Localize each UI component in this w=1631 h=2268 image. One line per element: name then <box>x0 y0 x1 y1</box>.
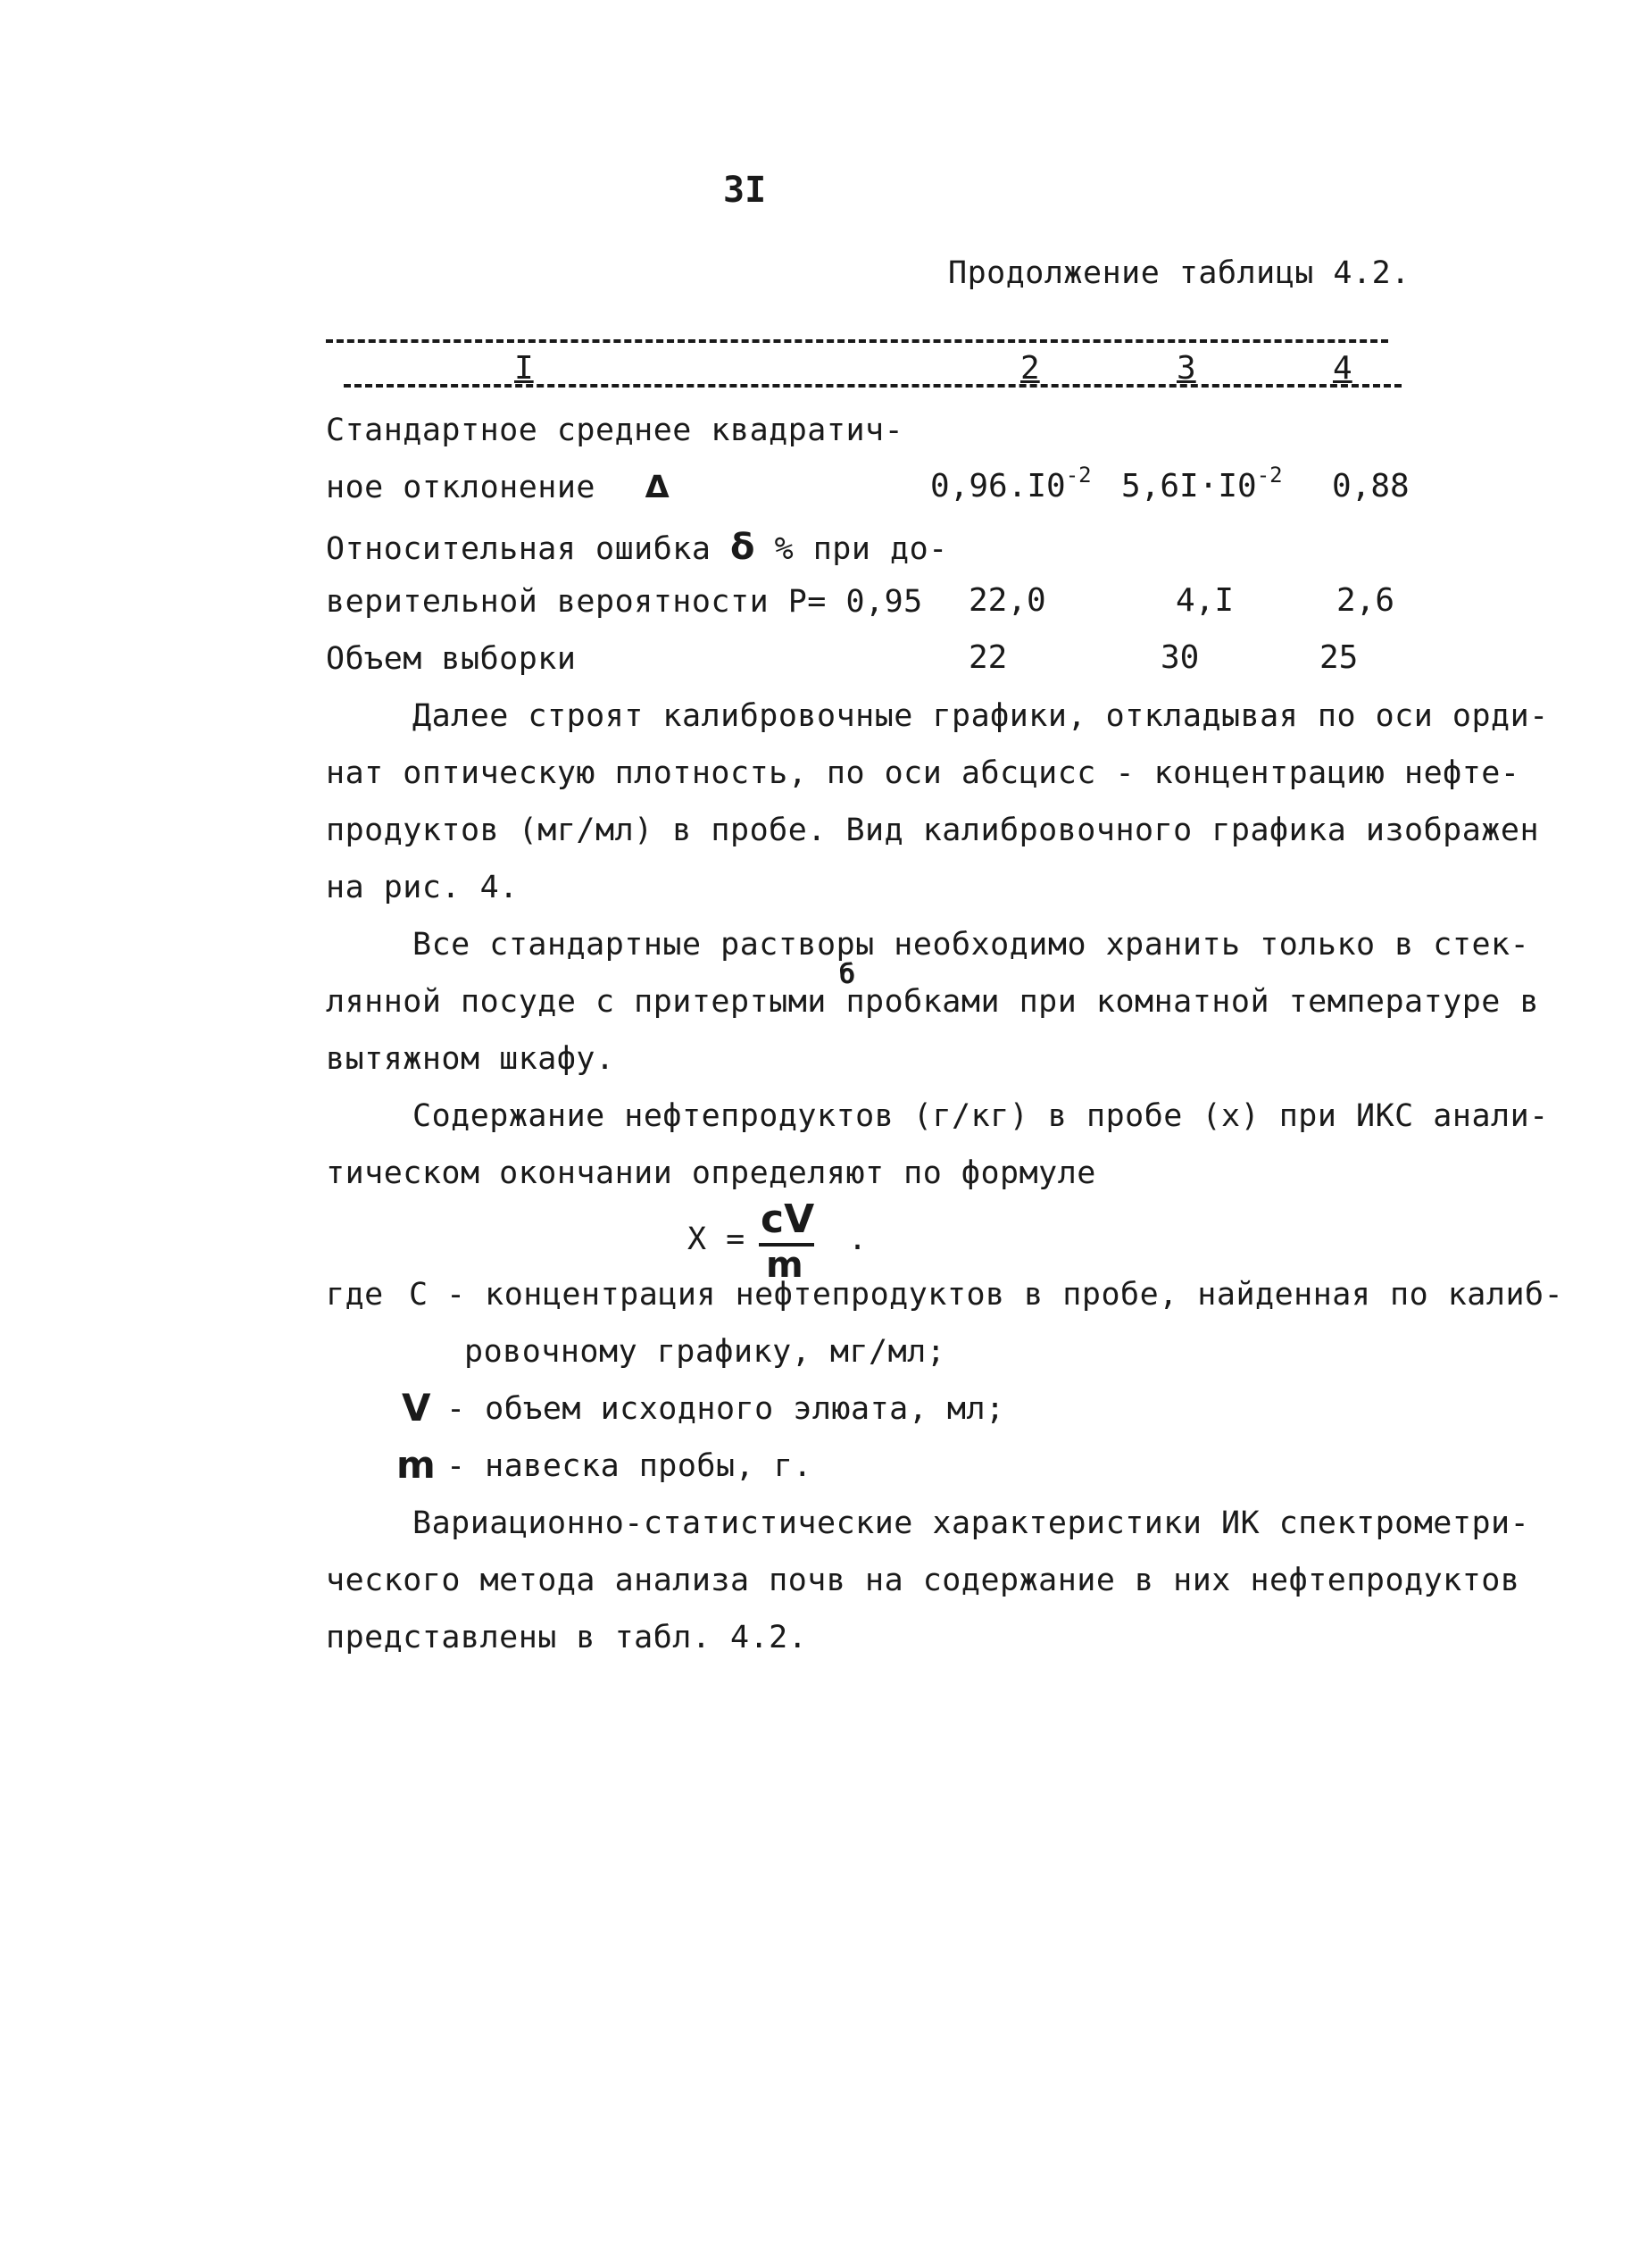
text-line: вытяжном шкафу. <box>326 1041 615 1077</box>
cell-exponent: -2 <box>1256 463 1283 488</box>
text-line: Вариационно-статистические характеристики ИК спектрометри- <box>412 1505 1530 1541</box>
column-header-4: 4 <box>1333 350 1352 387</box>
text-line: Все стандартные растворы необходимо хранить только в стек- <box>412 927 1530 963</box>
text-line: нат оптическую плотность, по оси абсцисс - концентрацию нефте- <box>326 755 1520 791</box>
text-line: на рис. 4. <box>326 870 519 905</box>
handwritten-correction: б <box>839 959 856 990</box>
cell-base: 0,96.I0 <box>930 468 1066 504</box>
table-cell: 30 <box>1161 639 1200 676</box>
column-header-3: 3 <box>1177 350 1196 387</box>
legend-text: - объем исходного элюата, мл; <box>446 1391 1005 1427</box>
row-label-text: ное отклонение <box>326 470 596 505</box>
text-line: ческого метода анализа почв на содержание в них нефтепродуктов <box>326 1563 1520 1598</box>
text-line: тическом окончании определяют по формуле <box>326 1155 1096 1191</box>
row-label-line <box>326 470 670 505</box>
column-header-1: I <box>514 350 534 387</box>
delta-symbol: Δ <box>645 470 670 505</box>
legend-where: где <box>326 1277 384 1313</box>
table-cell: 0,88 <box>1332 468 1410 504</box>
table-cell: 4,I <box>1176 582 1235 619</box>
delta-symbol: δ <box>730 527 755 568</box>
table-cell: 22,0 <box>969 582 1046 619</box>
row-label-text: Относительная ошибка <box>326 531 711 567</box>
text-line: Содержание нефтепродуктов (г/кг) в пробе (х) при ИКС анали- <box>412 1098 1549 1134</box>
row-label-line: Стандартное среднее квадратич- <box>326 413 904 448</box>
table-cell: 2,6 <box>1336 582 1395 619</box>
text-line: лянной посуде с притертыми пробками при комнатной температуре в <box>326 984 1540 1020</box>
page-number: 3I <box>723 170 767 211</box>
table-caption: Продолжение таблицы 4.2. <box>948 255 1410 291</box>
text-line: продуктов (мг/мл) в пробе. Вид калибровочного графика изображен <box>326 813 1540 848</box>
row-label-line: Объем выборки <box>326 641 577 677</box>
table-cell: 22 <box>969 639 1008 676</box>
row-label-line: верительной вероятности Р= 0,95 <box>326 584 923 620</box>
text-line: представлены в табл. 4.2. <box>326 1620 808 1655</box>
table-cell: 25 <box>1319 639 1359 676</box>
formula-denominator: m <box>766 1245 803 1286</box>
legend-symbol: m <box>396 1443 436 1487</box>
cell-base: 5,6I·I0 <box>1121 468 1257 504</box>
legend-text: ровочному графику, мг/мл; <box>464 1334 946 1370</box>
column-header-2: 2 <box>1020 350 1040 387</box>
row-label-line <box>326 527 948 568</box>
table-cell <box>930 463 1092 504</box>
formula-trail: . <box>848 1222 868 1257</box>
table-top-rule <box>326 339 1388 343</box>
table-cell <box>1121 463 1283 504</box>
row-label-text: % при до- <box>774 531 948 567</box>
legend-text: - концентрация нефтепродуктов в пробе, найденная по калиб- <box>446 1277 1564 1313</box>
formula-lhs: Х = <box>687 1222 745 1257</box>
legend-symbol: V <box>402 1386 431 1430</box>
legend-symbol: С <box>409 1277 429 1313</box>
text-line: Далее строят калибровочные графики, откладывая по оси орди- <box>412 698 1549 734</box>
table-header-rule <box>344 384 1402 388</box>
legend-text: - навеска пробы, г. <box>446 1448 812 1484</box>
cell-exponent: -2 <box>1065 463 1092 488</box>
formula-numerator: cV <box>761 1197 815 1242</box>
